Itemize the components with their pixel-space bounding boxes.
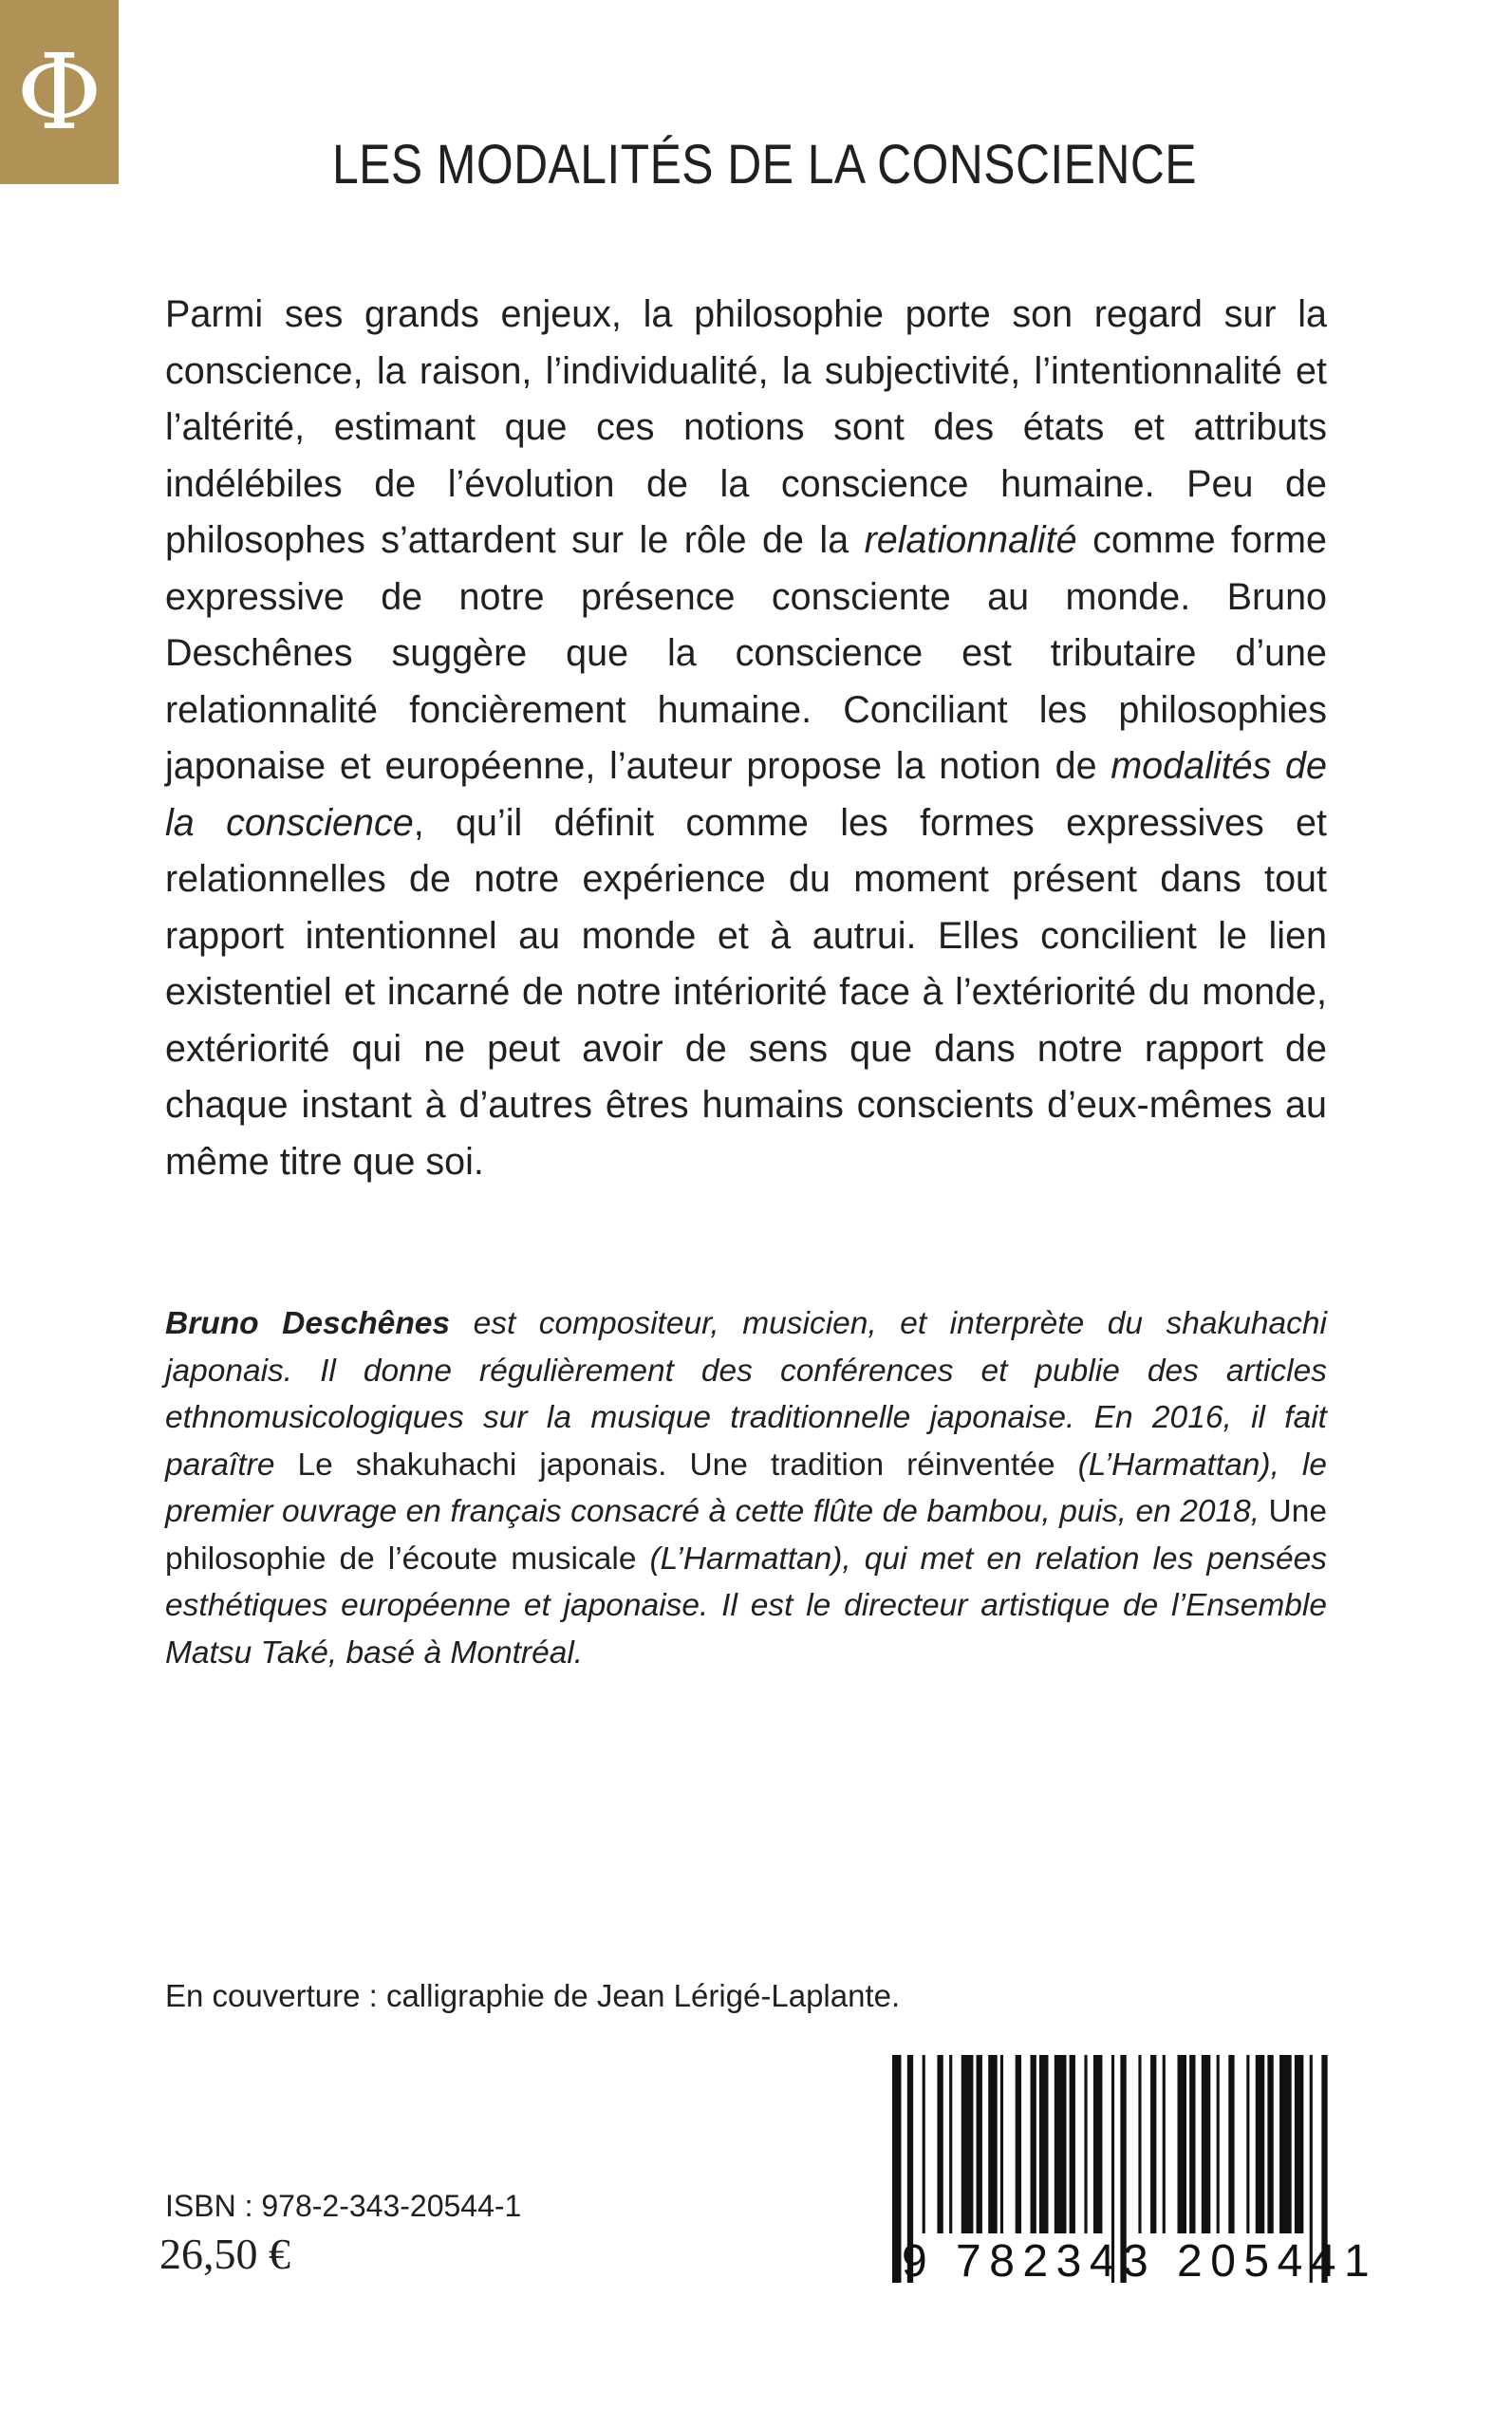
summary-emphasis-1: relationnalité — [864, 519, 1077, 561]
barcode-bar — [1202, 2055, 1210, 2233]
bio-book-title-1: Le shakuhachi japonais. Une tradition réinventée — [297, 1447, 1055, 1483]
barcode-bar — [1256, 2055, 1264, 2233]
barcode-bar — [1031, 2055, 1036, 2233]
barcode-bar — [1138, 2055, 1141, 2233]
barcode-bar — [961, 2055, 974, 2233]
bio-text-3: (L’Harmattan), qui met en relation les pensées esthétiques européenne et japonaise. Il est le directeur artistique de l’Ensemble Matsu Také, basé à Montréal. — [165, 1541, 1327, 1671]
barcode-bar — [1039, 2055, 1048, 2233]
barcode-digits: 9 782343 205441 — [902, 2236, 1378, 2287]
price: 26,50 € — [159, 2230, 290, 2278]
barcode-bar — [1070, 2055, 1075, 2233]
barcode-bar — [1246, 2055, 1249, 2233]
bio-text-2: (L’Harmattan), le premier ouvrage en français consacré à cette flûte de bambou, puis, en 2018, — [165, 1447, 1327, 1529]
bio-book-title-2: Une philosophie de l’écoute musicale — [165, 1494, 1327, 1577]
barcode-bar — [1084, 2055, 1087, 2233]
barcode-bar — [1178, 2055, 1186, 2233]
barcode-bar — [949, 2055, 952, 2233]
isbn: ISBN : 978-2-343-20544-1 — [165, 2189, 522, 2223]
barcode-bar — [1016, 2055, 1021, 2233]
barcode-bar — [1055, 2055, 1067, 2233]
cover-credit: En couverture : calligraphie de Jean Lérigé-Laplante. — [165, 1978, 901, 2013]
publisher-logo — [0, 0, 119, 184]
book-title: LES MODALITÉS DE LA CONSCIENCE — [332, 134, 1197, 196]
barcode-bar — [1295, 2055, 1303, 2233]
barcode-bar — [923, 2055, 925, 2233]
summary-text-1: Parmi ses grands enjeux, la philosophie porte son regard sur la conscience, la raison, l’individualité, la subjectivité, l’intentionnalité et l’altérité, estimant que ces notions sont des états et attributs indélébiles de l’évolution de la conscience humaine. Peu de philosophes s’attardent sur le rôle de la — [165, 293, 1327, 561]
barcode-bar — [892, 2055, 901, 2283]
phi-logo-icon: Φ — [16, 31, 103, 153]
summary-text-2: comme forme expressive de notre présence consciente au monde. Bruno Deschênes suggère que la conscience est tributaire d’une relationnalité foncièrement humaine. Conciliant les philosophies japonaise et européenne, l’auteur propose la notion de — [165, 519, 1327, 787]
author-bio — [165, 1300, 1327, 1676]
bio-text-1: est compositeur, musicien, et interprète du shakuhachi japonais. Il donne régulièrement des conférences et publie des articles ethnomusicologiques sur la musique traditionnelle japonaise. En 2016, il fait paraître — [165, 1306, 1327, 1483]
author-name: Bruno Deschênes — [165, 1306, 451, 1341]
barcode-bar — [1150, 2055, 1156, 2233]
barcode-bar — [1267, 2055, 1273, 2233]
barcode-bar — [1189, 2055, 1195, 2233]
barcode-bar — [1093, 2055, 1102, 2233]
summary-emphasis-2: modalités de la conscience — [165, 745, 1327, 844]
summary-text-3: , qu’il définit comme les formes expressives et relationnelles de notre expérience du moment présent dans tout rapport intentionnel au monde et à autrui. Elles concilient le lien existentiel et incarné de notre intériorité face à l’extériorité du monde, extériorité qui ne peut avoir de sens que dans notre rapport de chaque instant à d’autres êtres humains conscients d’eux-mêmes au même titre que soi. — [165, 801, 1327, 1183]
barcode-bar — [1000, 2055, 1003, 2233]
barcode-bar — [977, 2055, 982, 2233]
book-summary — [165, 287, 1327, 1190]
barcode-bar — [988, 2055, 997, 2233]
barcode-bar — [1228, 2055, 1234, 2233]
barcode-bar — [1163, 2055, 1166, 2233]
barcode-bar — [937, 2055, 943, 2233]
barcode-bar — [1217, 2055, 1220, 2233]
barcode-bar — [1279, 2055, 1292, 2233]
